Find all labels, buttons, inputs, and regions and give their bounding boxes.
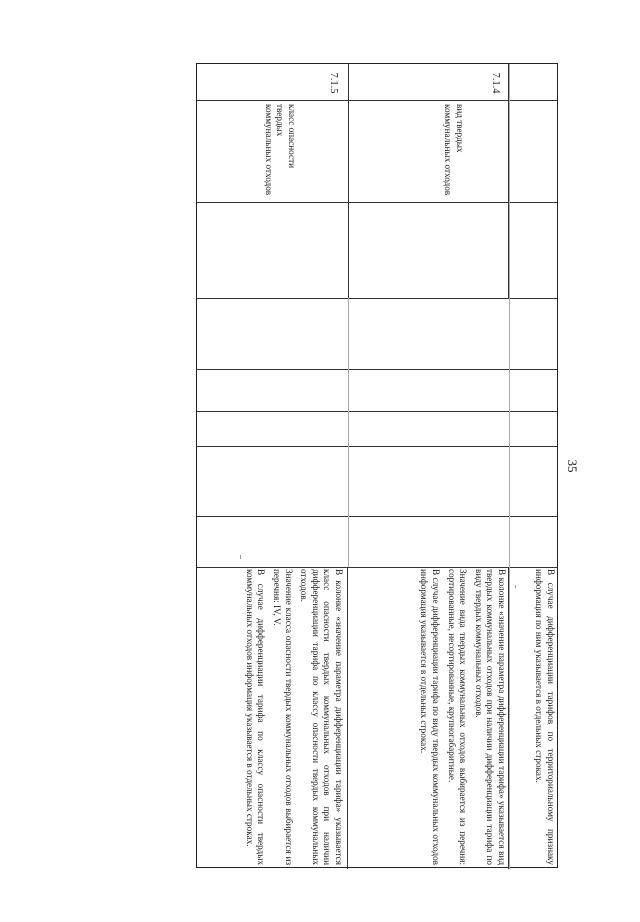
row-waste-type-description: [351, 569, 507, 865]
column-divider: [197, 446, 557, 447]
row-divider-faint: [509, 64, 510, 869]
paragraph: В колонке «значение параметра дифференциации тарифа» указывается класс опасности твердых коммунальных отходов при наличии дифференциации тарифа по классу опасности твердых коммунальных отходов.: [299, 569, 344, 865]
rotated-table: [196, 63, 558, 868]
paragraph: В случае дифференциации тарифа по виду твердых коммунальных отходов информация указывается в отдельных строках.: [419, 569, 442, 865]
paragraph: Значение вида твердых коммунальных отходов выбирается из перечня: сортированные, несортированные, крупногабаритные.: [446, 569, 469, 865]
row-divider-faint: [348, 298, 349, 567]
row-name-hazard-class: класс опасности твердых коммунальных отходов: [263, 104, 297, 196]
column-divider: [197, 567, 557, 568]
paragraph: В случае дифференциации тарифа по классу опасности твердых коммунальных отходов информация указывается в отдельных строках.: [244, 569, 267, 865]
column-divider: [197, 411, 557, 412]
column-divider: [197, 516, 557, 517]
row-territorial-description: [512, 569, 556, 865]
row-name-waste-type: вид твердых коммунальных отходов: [443, 104, 465, 196]
page-number: 35: [565, 459, 580, 473]
row-divider: [348, 64, 349, 298]
paragraph: Значение класса опасности твердых коммунальных отходов выбирается из перечня: IV, V.: [272, 569, 294, 865]
scan-speck: [515, 585, 516, 588]
row-code-7-1-5: 7.1.5: [328, 72, 339, 94]
column-divider: [197, 298, 557, 299]
paragraph: В колонке «значение параметра дифференциации тарифа» указывается вид твердых коммунальных отходов при наличии дифференциации тарифа по виду твердых коммунальных отходов.: [473, 569, 507, 865]
row-code-7-1-4: 7.1.4: [490, 72, 501, 94]
row-divider: [347, 567, 348, 869]
column-divider: [197, 202, 557, 203]
column-divider: [197, 100, 557, 101]
row-hazard-class-description: [198, 569, 344, 865]
scan-speck: [240, 555, 241, 559]
paragraph: В случае дифференциации тарифов по территориальному признаку информация по ним указывается в отдельных строках.: [534, 569, 556, 865]
column-divider: [197, 369, 557, 370]
